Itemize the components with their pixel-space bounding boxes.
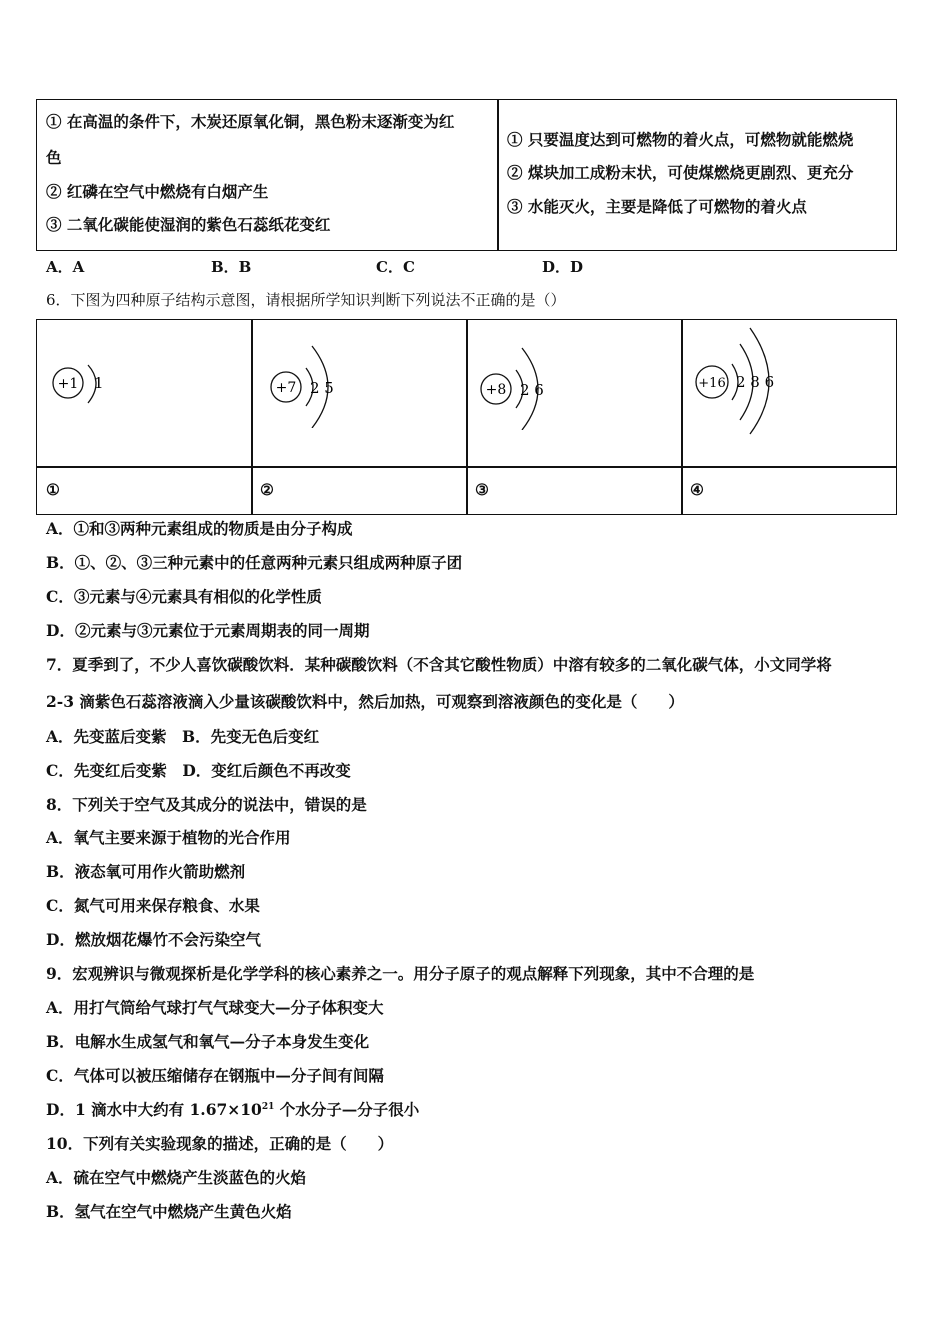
q8-option-c[interactable]: C．氮气可用来保存粮食、水果 xyxy=(46,896,260,915)
q6-option-a[interactable]: A．①和③两种元素组成的物质是由分子构成 xyxy=(46,519,353,538)
q6-table-col-divider-3 xyxy=(681,319,683,515)
q7-options-row-2[interactable]: C．先变红后变紫 D．变红后颜色不再改变 xyxy=(46,761,351,780)
atom-3-shell-electrons: 2 6 xyxy=(520,381,544,399)
q8-option-b[interactable]: B．液态氧可用作火箭助燃剂 xyxy=(46,862,246,881)
q9-option-b[interactable]: B．电解水生成氢气和氧气—分子本身发生变化 xyxy=(46,1032,370,1051)
q9-option-d[interactable] xyxy=(46,1100,419,1120)
q5-right-item-1: ① 只要温度达到可燃物的着火点，可燃物就能燃烧 xyxy=(507,130,854,149)
atom-diagram-1 xyxy=(44,355,124,415)
q9-title: 9．宏观辨识与微观探析是化学学科的核心素养之一。用分子原子的观点解释下列现象，其中不合理的是 xyxy=(46,964,755,983)
q6-atom-label-1: ① xyxy=(46,480,60,499)
q6-table-col-divider-1 xyxy=(251,319,253,515)
q5-option-d[interactable]: D．D xyxy=(542,258,584,276)
q9-option-d-prefix: D．1 滴水中大约有 1.67×10 xyxy=(46,1100,262,1119)
q9-option-a[interactable]: A．用打气筒给气球打气气球变大—分子体积变大 xyxy=(46,998,384,1017)
atom-2-nucleus-label: +7 xyxy=(275,380,297,396)
q6-table-col-divider-2 xyxy=(466,319,468,515)
atom-4-nucleus-label: +16 xyxy=(698,376,726,391)
atom-1-shell-electrons: 1 xyxy=(94,374,104,392)
q7-stem-line-2: 2-3 滴紫色石蕊溶液滴入少量该碳酸饮料中，然后加热，可观察到溶液颜色的变化是（ ） xyxy=(46,692,684,711)
q7-options-row-1[interactable]: A．先变蓝后变紫 B．先变无色后变红 xyxy=(46,727,320,746)
q6-atom-label-3: ③ xyxy=(475,480,489,499)
q6-option-b[interactable]: B．①、②、③三种元素中的任意两种元素只组成两种原子团 xyxy=(46,553,463,572)
q10-option-a[interactable]: A．硫在空气中燃烧产生淡蓝色的火焰 xyxy=(46,1168,307,1187)
q7-stem-line-1: 7．夏季到了，不少人喜饮碳酸饮料．某种碳酸饮料（不含其它酸性物质）中溶有较多的二氧化碳气体，小文同学将 xyxy=(46,655,832,674)
q6-atom-label-2: ② xyxy=(260,480,274,499)
q5-left-item-3: ③ 二氧化碳能使湿润的紫色石蕊纸花变红 xyxy=(46,215,331,234)
atom-2-shell-electrons: 2 5 xyxy=(310,379,334,397)
q6-title: 6．下图为四种原子结构示意图，请根据所学知识判断下列说法不正确的是（） xyxy=(46,291,566,309)
q5-table-divider xyxy=(497,99,499,251)
q9-option-d-exponent: 21 xyxy=(261,1101,275,1112)
atom-diagram-2 xyxy=(264,338,354,428)
q8-option-a[interactable]: A．氧气主要来源于植物的光合作用 xyxy=(46,828,291,847)
q6-option-c[interactable]: C．③元素与④元素具有相似的化学性质 xyxy=(46,587,322,606)
q6-atom-label-4: ④ xyxy=(690,480,704,499)
q6-option-d[interactable]: D．②元素与③元素位于元素周期表的同一周期 xyxy=(46,621,370,640)
q10-title: 10．下列有关实验现象的描述，正确的是（ ） xyxy=(46,1134,394,1153)
q5-left-item-2: ② 红磷在空气中燃烧有白烟产生 xyxy=(46,182,269,201)
q5-right-item-3: ③ 水能灭火，主要是降低了可燃物的着火点 xyxy=(507,197,807,216)
q9-option-c[interactable]: C．气体可以被压缩储存在钢瓶中—分子间有间隔 xyxy=(46,1066,384,1085)
q5-left-item-1: ① 在高温的条件下，木炭还原氧化铜，黑色粉末逐渐变为红 xyxy=(46,112,455,131)
q8-option-d[interactable]: D．燃放烟花爆竹不会污染空气 xyxy=(46,930,261,949)
q10-option-b[interactable]: B．氢气在空气中燃烧产生黄色火焰 xyxy=(46,1202,292,1221)
q8-title: 8．下列关于空气及其成分的说法中，错误的是 xyxy=(46,795,367,814)
q9-option-d-suffix: 个水分子—分子很小 xyxy=(274,1100,420,1119)
q5-option-b[interactable]: B．B xyxy=(211,258,252,276)
atom-1-nucleus-label: +1 xyxy=(57,376,79,392)
atom-4-shell-electrons: 2 8 6 xyxy=(736,373,775,391)
q5-option-a[interactable]: A．A xyxy=(46,258,85,276)
q5-option-c[interactable]: C．C xyxy=(376,258,415,276)
atom-diagram-4 xyxy=(690,326,800,436)
atom-diagram-3 xyxy=(476,340,566,430)
q5-left-item-1-cont: 色 xyxy=(46,148,62,167)
q5-right-item-2: ② 煤块加工成粉末状，可使煤燃烧更剧烈、更充分 xyxy=(507,163,854,182)
atom-3-nucleus-label: +8 xyxy=(485,382,507,398)
